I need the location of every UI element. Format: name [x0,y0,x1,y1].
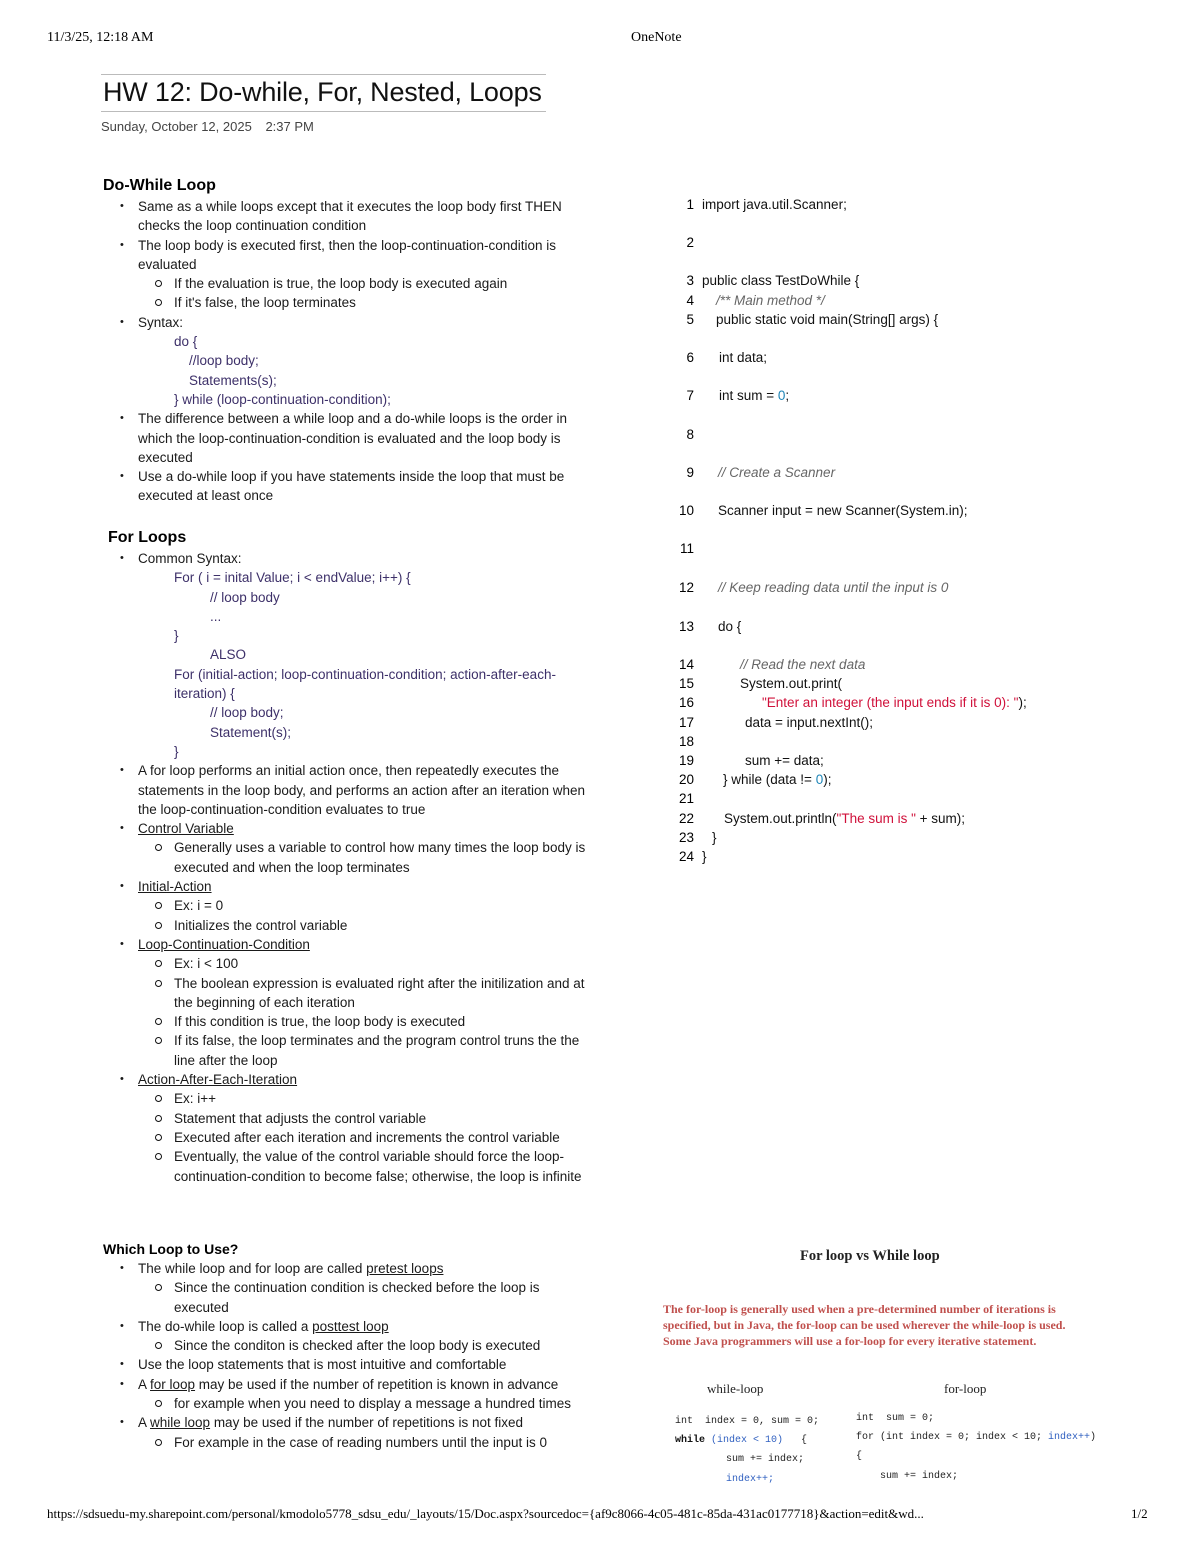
syntax-line: } while (loop-continuation-condition); [174,391,391,407]
list-item: Generally uses a variable to control how many times the loop body is executed and when the loop terminates [103,838,593,877]
list-item: If the evaluation is true, the loop body is executed again [103,274,593,293]
list-item: • Use the loop statements that is most intuitive and comfortable [103,1355,593,1374]
text: may be used if the number of repetitions is not fixed [210,1415,523,1431]
code-text: System.out.print( [740,676,843,691]
code-line [676,197,847,212]
list-item: Ex: i++ [103,1089,593,1108]
for-code-line-4: sum += index; [880,1471,959,1482]
line-number: 1 [686,197,694,212]
code-line [676,657,865,672]
list-item: Statement that adjusts the control variable [103,1109,593,1128]
code-number: 0 [815,772,824,787]
print-datetime: 11/3/25, 12:18 AM [47,30,154,45]
which-loop-heading: Which Loop to Use? [103,1241,239,1257]
list-item [103,877,593,896]
list-item: Since the conditon is checked after the loop body is executed [103,1336,593,1355]
code-line [676,465,835,480]
text: may be used if the number of repetition is known in advance [195,1376,559,1392]
code-line [676,734,702,749]
code-line [676,753,824,768]
code-line [676,830,717,845]
line-number: 13 [678,619,694,634]
code-number: 0 [777,388,786,403]
line-number: 3 [686,273,694,288]
line-number: 11 [679,541,694,556]
page-title[interactable]: HW 12: Do-while, For, Nested, Loops [103,77,542,107]
code-text: Scanner input = new Scanner(System.in); [718,503,968,518]
while-loop-term: while loop [150,1415,211,1431]
syntax-line: do { [174,334,198,350]
line-number: 18 [678,734,694,749]
text: The while loop and for loop are called [138,1261,367,1276]
figure-paragraph: The for-loop is generally used when a pre-determined number of iterations is specified, but in Java, the for-loop can be used wherever the while-loop is used. Some Java programmers will use a for-loop for every iterative statement. [663,1302,1066,1348]
for-header: for (int index = 0; index < 10; [856,1432,1049,1443]
list-item [103,1070,593,1089]
list-item [103,1413,593,1432]
which-loop-list [103,1259,593,1452]
code-text: } [702,849,707,864]
code-line [676,676,842,691]
code-line [676,273,859,288]
line-number: 14 [678,657,694,672]
line-number: 7 [686,388,694,403]
code-text: public static void main(String[] args) { [716,312,939,327]
list-item [103,1259,593,1278]
for-code-line-1: int sum = 0; [856,1413,935,1424]
list-item: • The difference between a while loop and a do-while loops is the order in which the loop-continuation-condition is evaluated and the loop body is executed [103,409,593,467]
code-line [676,580,948,595]
code-text: do { [718,619,742,634]
list-item: If its false, the loop terminates and the program control truns the the line after the loop [103,1031,593,1070]
line-number: 17 [678,715,694,730]
for-code-line-3: { [856,1451,863,1462]
line-number: 2 [686,235,694,250]
list-item: Initializes the control variable [103,916,593,935]
syntax-line: } [174,628,179,644]
code-text: data = input.nextInt(); [745,715,873,730]
list-item: Eventually, the value of the control variable should force the loop-continuation-condition to become false; otherwise, the loop is infinite [103,1147,593,1186]
page-date [101,119,324,134]
loop-continuation-condition-term: Loop-Continuation-Condition [138,936,310,952]
print-app-name: OneNote [631,30,682,45]
action-after-each-iteration-term: Action-After-Each-Iteration [138,1072,298,1088]
code-line [676,791,702,806]
line-number: 6 [686,350,694,365]
code-string: "Enter an integer (the input ends if it is 0): " [762,695,1019,710]
code-text: System.out.println( [724,811,837,826]
syntax-line: // loop body; [210,705,284,721]
code-line [676,350,767,365]
code-text: public class TestDoWhile { [702,273,860,288]
line-number: 19 [678,753,694,768]
page-title-box [101,74,546,112]
list-item [103,1375,593,1394]
list-item: for example when you need to display a message a hundred times [103,1394,593,1413]
code-text: import java.util.Scanner; [702,197,847,212]
list-item: If this condition is true, the loop body is executed [103,1012,593,1031]
while-code-line-1: int index = 0, sum = 0; [675,1416,820,1427]
increment: index++ [1048,1432,1091,1443]
while-code-line-3: sum += index; [726,1454,805,1465]
pretest-loops-term: pretest loops [366,1261,444,1276]
code-text: sum += data; [745,753,824,768]
line-number: 15 [678,676,694,691]
syntax-line: ALSO [210,647,247,663]
print-url: https://sdsuedu-my.sharepoint.com/personal/kmodolo5778_sdsu_edu/_layouts/15/Doc.aspx?sourcedoc={af9c8066-4c05-481c-85da-431ac0177718}&action=edit&wd... [47,1506,924,1521]
while-code-line-2 [675,1435,807,1446]
code-line [676,235,702,250]
list-item [103,819,593,838]
line-number: 21 [678,791,694,806]
time-text: 2:37 PM [265,119,314,134]
syntax-line: For ( i = inital Value; i < endValue; i++) { [174,570,411,586]
for-vs-while-figure[interactable] [650,1238,1102,1500]
code-line [676,503,968,518]
syntax-line: Statement(s); [210,724,292,740]
paren: ) [1090,1432,1097,1443]
line-number: 24 [678,849,694,864]
list-item: • Same as a while loops except that it executes the loop body first THEN checks the loop continuation condition [103,197,593,236]
list-item [103,1317,593,1336]
list-item: • A for loop performs an initial action once, then repeatedly executes the statements in the loop body, and performs an action after an iteration when the loop-continuation-condition evaluates to true [103,761,593,819]
text: The do-while loop is called a [138,1318,313,1334]
brace: { [783,1435,808,1446]
code-line [676,811,965,826]
list-item [103,935,593,954]
control-variable-term: Control Variable [138,821,234,837]
list-item: Ex: i < 100 [103,954,593,973]
line-number: 12 [678,580,694,595]
while-code-line-4: index++; [726,1474,775,1485]
code-line [676,293,825,308]
code-text: } while (data != [723,772,816,787]
list-item: • Use a do-while loop if you have statements inside the loop that must be executed at least once [103,467,593,506]
line-number: 10 [678,503,694,518]
syntax-line: //loop body; [189,353,259,369]
code-text: + sum); [915,811,966,826]
for-code-line-2 [856,1432,1096,1443]
text: A [138,1415,151,1431]
code-line [676,849,707,864]
syntax-line: } [174,743,179,759]
condition: (index < 10) [711,1435,784,1446]
code-comment: /** Main method */ [716,293,825,308]
line-number: 23 [678,830,694,845]
for-loop-term: for loop [150,1376,196,1392]
syntax-line: ... [210,608,222,624]
line-number: 8 [686,427,694,442]
code-line [676,772,831,787]
for-loops-heading: For Loops [108,529,187,546]
list-item: • The loop body is executed first, then the loop-continuation-condition is evaluated [103,236,593,275]
list-item: • Common Syntax: [103,549,593,568]
code-text: ; [785,388,790,403]
list-item: For example in the case of reading numbers until the input is 0 [103,1433,593,1452]
code-line [676,541,702,556]
code-comment: // Read the next data [740,657,866,672]
list-item: Executed after each iteration and increments the control variable [103,1128,593,1147]
do-while-list [103,197,593,506]
figure-title: For loop vs While loop [800,1248,940,1264]
code-line [676,427,702,442]
code-text: int data; [719,350,768,365]
date-text: Sunday, October 12, 2025 [101,119,252,134]
list-item: If it's false, the loop terminates [103,293,593,312]
syntax-line: For (initial-action; loop-continuation-condition; action-after-each-iteration) { [174,666,556,702]
code-line [676,715,873,730]
line-number: 20 [678,772,694,787]
initial-action-term: Initial-Action [138,879,212,895]
print-page-number: 1/2 [1131,1506,1148,1521]
code-text: } [712,830,717,845]
code-line [676,619,741,634]
code-text: ); [1018,695,1027,710]
line-number: 5 [686,312,694,327]
posttest-loop-term: posttest loop [312,1318,389,1334]
line-number: 4 [686,293,694,308]
keyword: while [675,1435,712,1446]
code-line [676,388,789,403]
syntax-line: // loop body [210,589,280,605]
line-number: 16 [678,695,694,710]
code-text: ); [823,772,832,787]
code-line [676,312,938,327]
list-item: Since the continuation condition is checked before the loop is executed [103,1278,593,1317]
code-text: int sum = [719,388,778,403]
code-comment: // Create a Scanner [718,465,836,480]
do-while-heading: Do-While Loop [103,177,216,194]
line-number: 9 [686,465,694,480]
for-loop-label: for-loop [944,1381,987,1396]
code-line [676,695,1027,710]
list-item: Ex: i = 0 [103,896,593,915]
for-loops-list [103,549,593,1186]
list-item: • Syntax: [103,313,593,332]
while-loop-label: while-loop [707,1381,764,1396]
text: A [138,1376,151,1392]
list-item: The boolean expression is evaluated right after the initilization and at the beginning of each iteration [103,974,593,1013]
code-comment: // Keep reading data until the input is 0 [718,580,949,595]
code-string: "The sum is " [836,811,916,826]
line-number: 22 [678,811,694,826]
syntax-line: Statements(s); [189,372,277,388]
